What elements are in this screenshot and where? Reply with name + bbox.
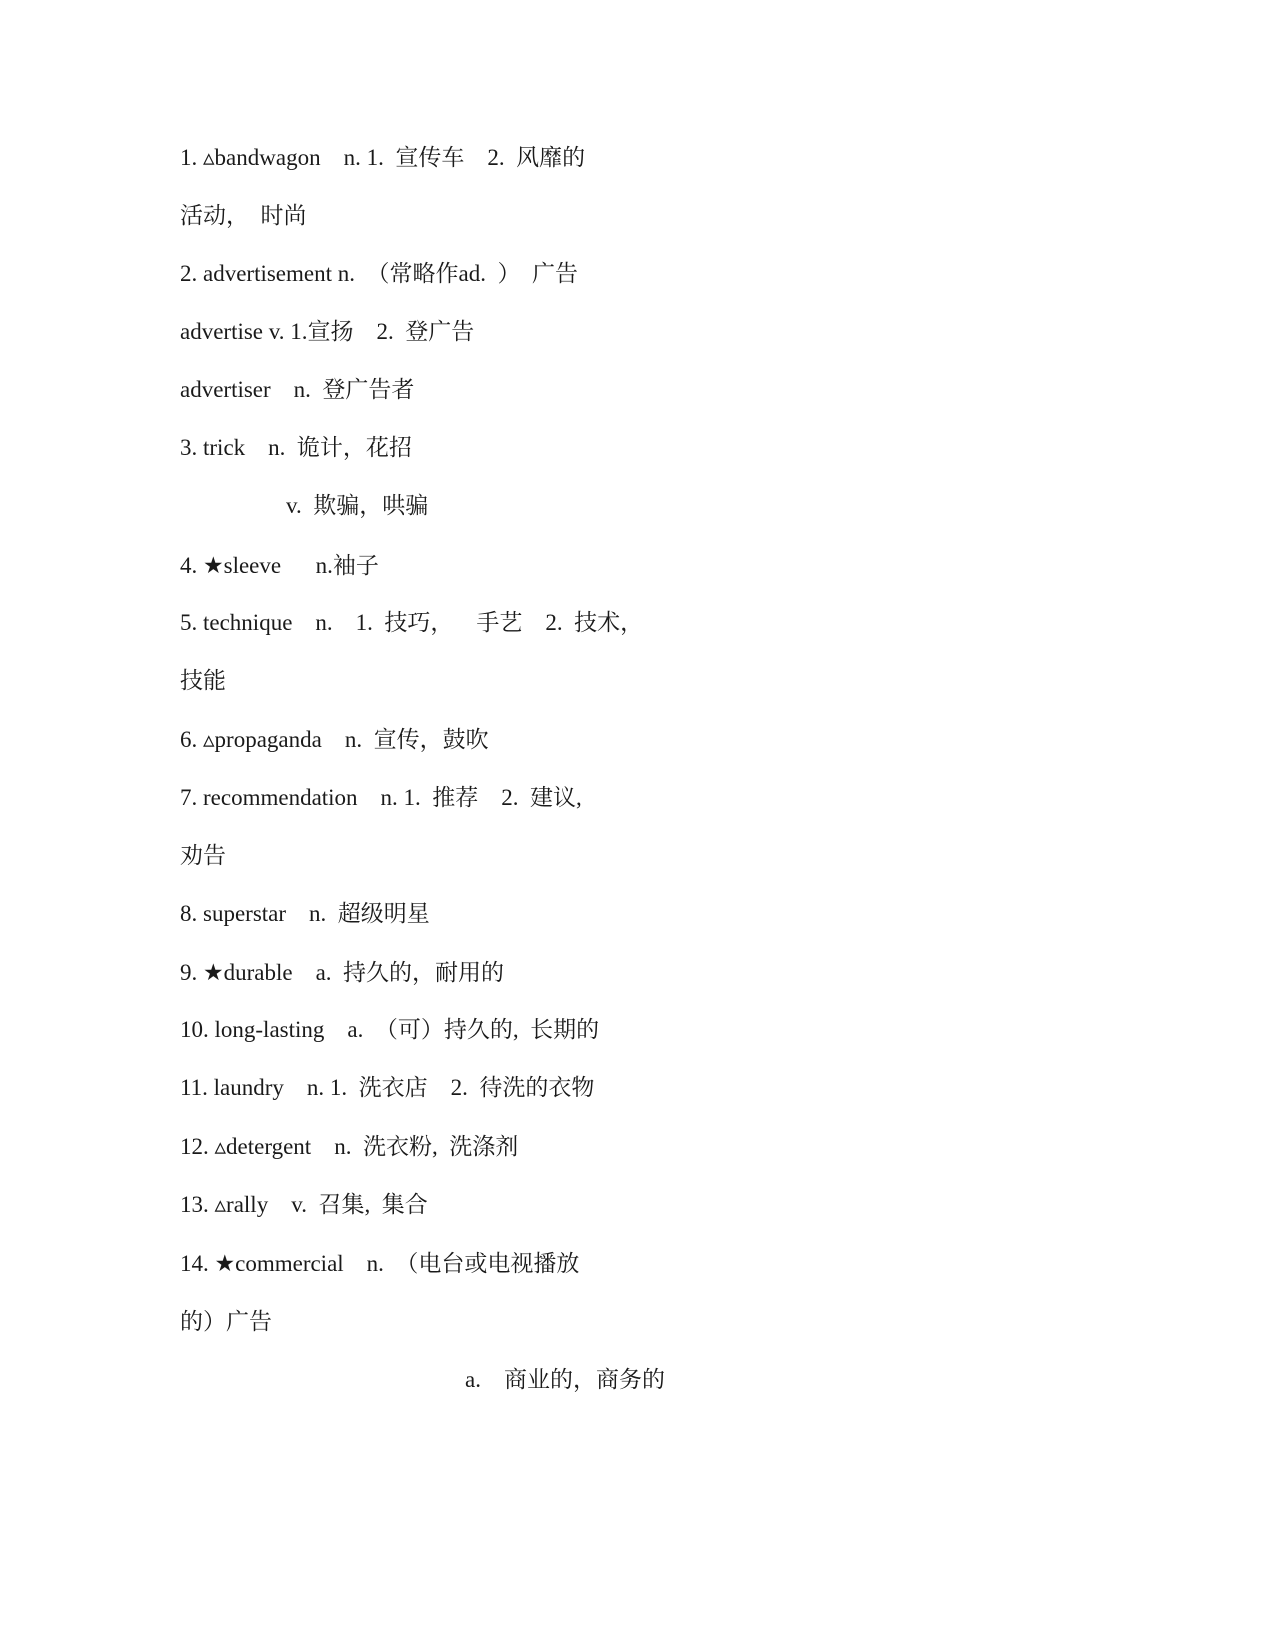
entry-2-line: 2. advertisement n. （常略作ad. ） 广告 — [180, 261, 578, 286]
entry-3-verb: v. 欺骗，哄骗 — [286, 493, 429, 518]
entry-2-advertiser: advertiser n. 登广告者 — [180, 377, 415, 402]
entry-5-line: 5. technique n. 1. 技巧， 手艺 2. 技术， — [180, 610, 644, 635]
entry-8-line: 8. superstar n. 超级明星 — [180, 901, 430, 926]
entry-10-line: 10. long-lasting a. （可）持久的, 长期的 — [180, 1017, 600, 1042]
entry-9-line: 9. ★durable a. 持久的，耐用的 — [180, 960, 505, 985]
entry-4-line: 4. ★sleeve n.袖子 — [180, 553, 379, 578]
entry-14-continuation: 的）广告 — [180, 1309, 272, 1334]
entry-12-line: 12. ▵detergent n. 洗衣粉, 洗涤剂 — [180, 1134, 519, 1159]
entry-14-adjective: a. 商业的，商务的 — [465, 1367, 665, 1392]
entry-7-line: 7. recommendation n. 1. 推荐 2. 建议, — [180, 785, 582, 810]
entry-1-line: 1. ▵bandwagon n. 1. 宣传车 2. 风靡的 — [180, 145, 586, 170]
entry-14-line: 14. ★commercial n. （电台或电视播放 — [180, 1251, 580, 1276]
entry-3-line: 3. trick n. 诡计，花招 — [180, 435, 412, 460]
entry-2-advertise: advertise v. 1.宣扬 2. 登广告 — [180, 319, 475, 344]
entry-6-line: 6. ▵propaganda n. 宣传，鼓吹 — [180, 727, 489, 752]
entry-5-continuation: 技能 — [180, 668, 226, 693]
entry-11-line: 11. laundry n. 1. 洗衣店 2. 待洗的衣物 — [180, 1075, 595, 1100]
entry-1-continuation: 活动， 时尚 — [180, 203, 307, 228]
entry-13-line: 13. ▵rally v. 召集, 集合 — [180, 1192, 428, 1217]
entry-7-continuation: 劝告 — [180, 843, 226, 868]
